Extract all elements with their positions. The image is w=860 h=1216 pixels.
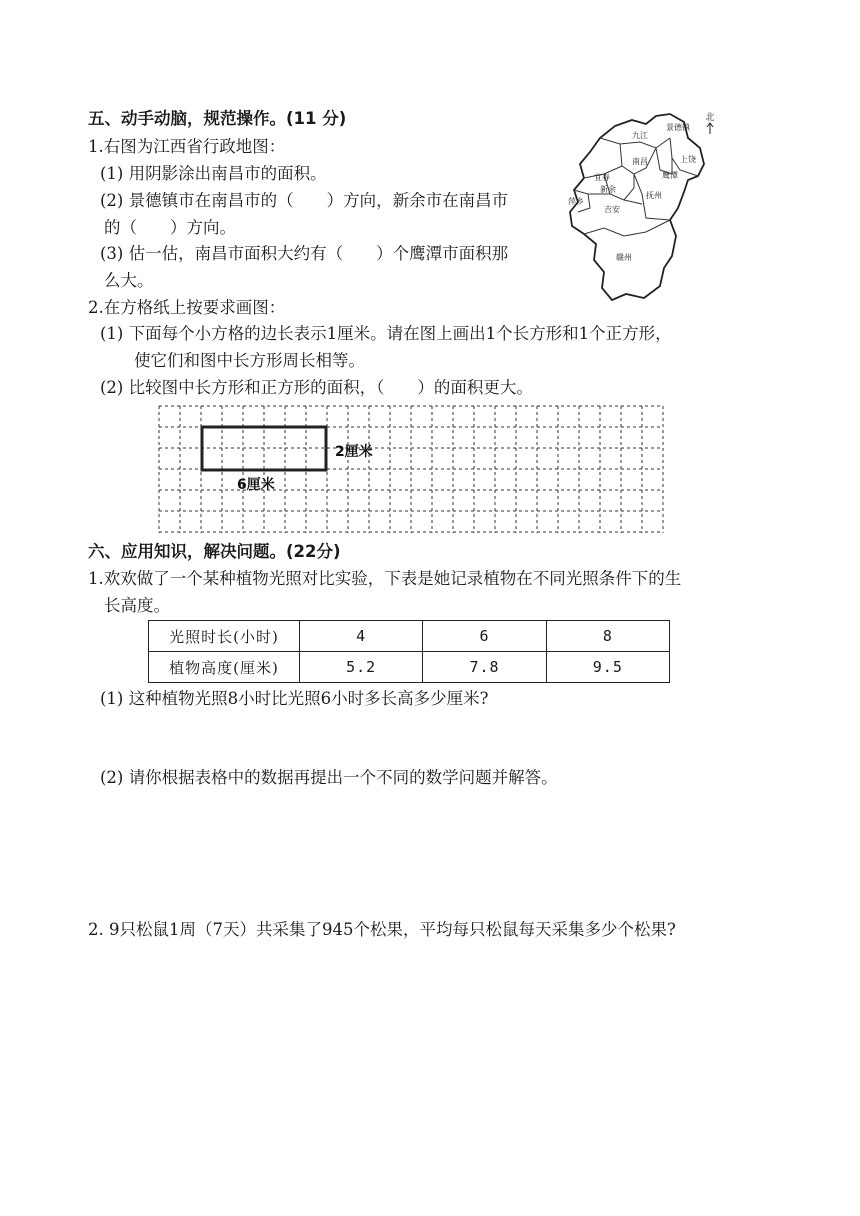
height-label: 2厘米 — [335, 444, 373, 460]
section-6-heading: 六、应用知识，解决问题。(22分) — [88, 542, 341, 561]
city-pingxiang: 萍乡 — [568, 197, 584, 206]
s6-q1-part1: (1) 这种植物光照8小时比光照6小时多长高多少厘米? — [100, 689, 489, 708]
city-ganzhou: 赣州 — [616, 253, 632, 262]
table-cell: 5.2 — [300, 652, 423, 683]
city-shangrao: 上饶 — [680, 155, 696, 164]
q1-part3-line1: (3) 估一估，南昌市面积大约有（ ）个鹰潭市面积那 — [100, 244, 509, 263]
q2-part1-line1: (1) 下面每个小方格的边长表示1厘米。请在图上画出1个长方形和1个正方形， — [100, 324, 672, 343]
table-cell: 4 — [300, 621, 423, 652]
jiangxi-map — [560, 108, 730, 308]
row-header: 植物高度(厘米) — [149, 652, 300, 683]
table-cell: 7.8 — [423, 652, 546, 683]
width-label: 6厘米 — [237, 477, 275, 493]
city-nanchang: 南昌 — [632, 157, 648, 166]
grid-paper[interactable] — [157, 405, 667, 535]
s6-q1-part2: (2) 请你根据表格中的数据再提出一个不同的数学问题并解答。 — [100, 768, 558, 787]
table-cell: 8 — [546, 621, 669, 652]
section-5-heading: 五、动手动脑，规范操作。(11 分) — [88, 109, 347, 128]
city-xinyu: 新余 — [600, 185, 616, 194]
city-yingtan: 鹰潭 — [662, 171, 678, 180]
table-row — [149, 621, 670, 652]
q1-title: 1.右图为江西省行政地图： — [88, 137, 286, 156]
city-fuzhou: 抚州 — [646, 191, 662, 200]
city-yichun: 宜春 — [594, 173, 610, 182]
city-jingdezhen: 景德镇 — [666, 123, 690, 132]
q2-title: 2.在方格纸上按要求画图： — [88, 298, 286, 317]
table-cell: 6 — [423, 621, 546, 652]
q1-part2-line2: 的（ ）方向。 — [104, 218, 236, 237]
s6-q1-line1: 1.欢欢做了一个某种植物光照对比实验，下表是她记录植物在不同光照条件下的生 — [88, 569, 682, 588]
growth-table — [148, 620, 670, 683]
q1-part2-line1: (2) 景德镇市在南昌市的（ ）方向，新余市在南昌市 — [100, 191, 509, 210]
table-row — [149, 652, 670, 683]
north-label: 北 — [705, 113, 715, 123]
border-ganzhou — [584, 220, 670, 236]
table-cell: 9.5 — [546, 652, 669, 683]
s6-q1-line2: 长高度。 — [104, 596, 170, 615]
city-jian: 吉安 — [604, 205, 620, 214]
s6-q2-text: 2. 9只松鼠1周（7天）共采集了945个松果，平均每只松鼠每天采集多少个松果? — [88, 920, 676, 939]
city-jiujiang: 九江 — [632, 131, 648, 140]
q1-part3-line2: 么大。 — [104, 271, 154, 290]
q1-part1: (1) 用阴影涂出南昌市的面积。 — [100, 164, 327, 183]
border-jian — [588, 194, 642, 204]
q2-part1-line2: 使它们和图中长方形周长相等。 — [134, 351, 365, 370]
q2-part2: (2) 比较图中长方形和正方形的面积，（ ）的面积更大。 — [100, 378, 533, 397]
row-header: 光照时长(小时) — [149, 621, 300, 652]
